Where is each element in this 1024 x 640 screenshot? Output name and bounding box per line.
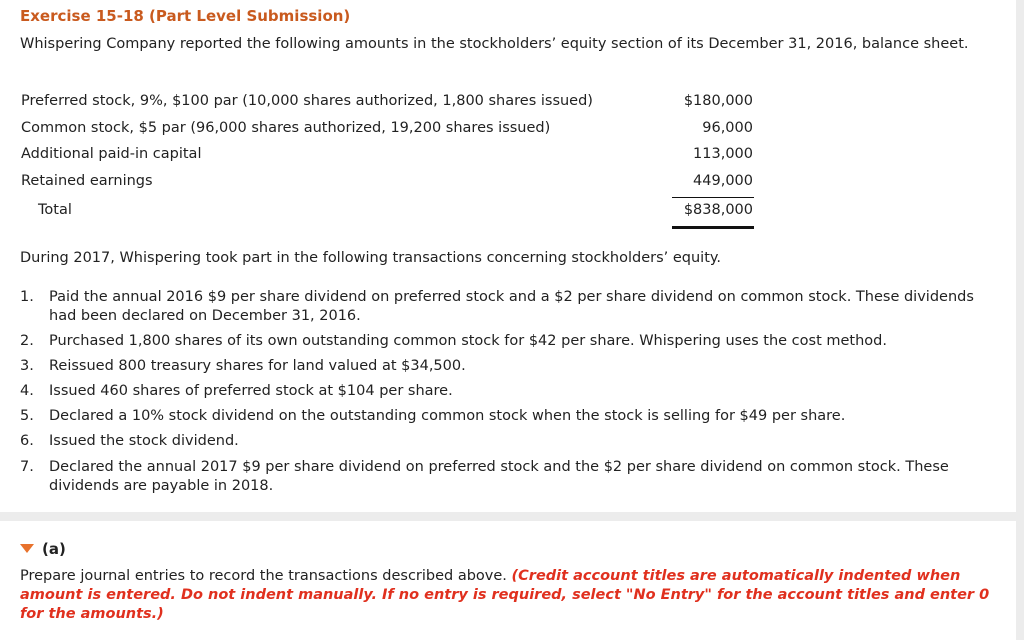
bs-row-label: Common stock, $5 par (96,000 shares authorized, 19,200 shares issued) [21, 120, 551, 136]
item-number: 5. [20, 408, 34, 424]
total-double-rule [672, 226, 754, 229]
bs-total-amount: $838,000 [683, 202, 753, 218]
exercise-title: Exercise 15-18 (Part Level Submission) [20, 7, 351, 25]
item-number: 2. [20, 333, 34, 349]
item-number: 7. [20, 459, 34, 475]
item-number: 3. [20, 358, 34, 374]
bs-row-amount: 96,000 [702, 120, 753, 136]
item-number: 6. [20, 433, 34, 449]
item-text: Reissued 800 treasury shares for land valued at $34,500. [49, 358, 466, 374]
item-number: 1. [20, 289, 34, 305]
bs-row-label: Preferred stock, 9%, $100 par (10,000 shares authorized, 1,800 shares issued) [21, 93, 593, 109]
item-text: Issued the stock dividend. [49, 433, 239, 449]
bs-row-amount: 113,000 [693, 146, 753, 162]
subtotal-rule [672, 197, 754, 198]
item-text: Purchased 1,800 shares of its own outstanding common stock for $42 per share. Whispering uses the cost method. [49, 333, 887, 349]
part-a-label: (a) [42, 540, 66, 558]
caret-down-icon [20, 544, 34, 553]
during-text: During 2017, Whispering took part in the following transactions concerning stockholders’ equity. [20, 250, 722, 266]
item-text: Paid the annual 2016 $9 per share dividend on preferred stock and a $2 per share dividend on common stock. These dividends had been declared on December 31, 2016. [49, 289, 974, 324]
bs-row-label: Additional paid-in capital [21, 146, 202, 162]
bs-row-amount: 449,000 [693, 173, 753, 189]
part-a-toggle[interactable] [20, 540, 66, 558]
part-a-instructions [20, 567, 1005, 624]
bs-total-label: Total [38, 202, 72, 218]
instruction-text: Prepare journal entries to record the transactions described above. [20, 568, 507, 584]
intro-text: Whispering Company reported the following amounts in the stockholders’ equity section of its December 31, 2016, balance sheet. [20, 36, 969, 52]
bs-row-amount: $180,000 [683, 93, 753, 109]
bs-row-label: Retained earnings [21, 173, 153, 189]
item-text: Issued 460 shares of preferred stock at $104 per share. [49, 383, 453, 399]
instruction-note: (Credit account titles are automatically indented when amount is entered. Do not indent manually. If no entry is required, select "No Entry" for the account titles and enter 0 for the amounts.) [20, 568, 990, 622]
item-number: 4. [20, 383, 34, 399]
item-text: Declared a 10% stock dividend on the outstanding common stock when the stock is selling for $49 per share. [49, 408, 846, 424]
item-text: Declared the annual 2017 $9 per share dividend on preferred stock and the $2 per share dividend on common stock. These dividends are payable in 2018. [49, 459, 949, 494]
